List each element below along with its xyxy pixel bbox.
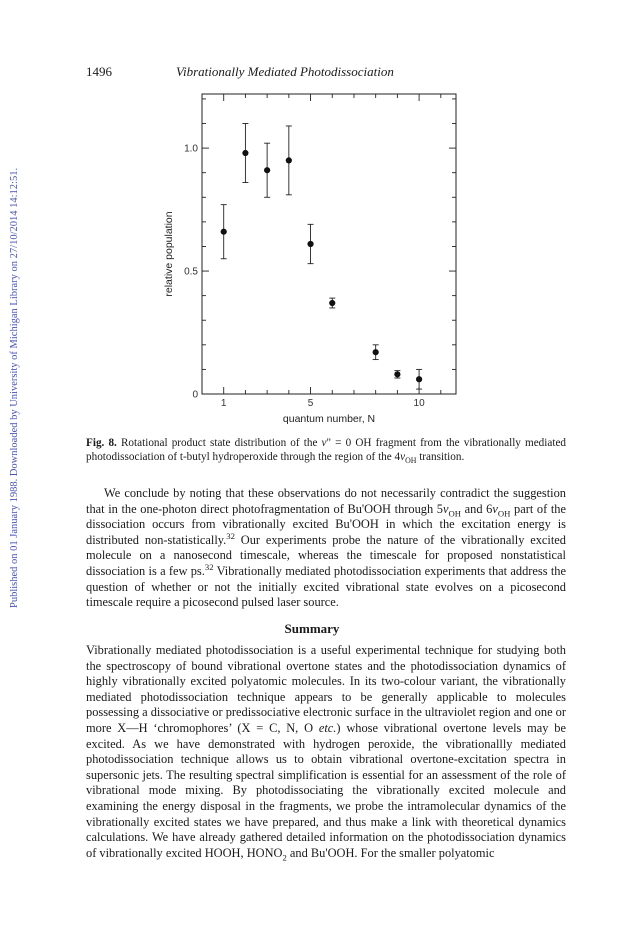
y-tick-label: 0 (192, 389, 198, 401)
page-number: 1496 (86, 64, 112, 79)
data-point (307, 241, 313, 247)
data-point (221, 229, 227, 235)
figure-8-chart (160, 84, 500, 424)
figure-caption (86, 436, 566, 464)
data-point (329, 300, 335, 306)
scatter-plot (160, 84, 500, 424)
data-point (416, 376, 422, 382)
y-axis-label: relative population (163, 211, 175, 297)
data-point (394, 371, 400, 377)
y-tick-label: 0.5 (184, 266, 198, 278)
data-point (264, 167, 270, 173)
publisher-watermark: Published on 01 January 1988. Downloaded by University of Michigan Library on 27/10/2014 14:12:51. (9, 167, 20, 608)
section-heading-summary: Summary (284, 621, 340, 636)
body-paragraph-summary: Vibrationally mediated photodissociation is a useful experimental technique for studying both the spectroscopy of bound vibrational overtone states and the photodissociation dynamics of highly vibrationally excited polyatomic molecules. In its two-colour variant, the vibrationally mediated photodissociation technique appears to be generally applicable to molecules possessing a dissociative or predissociative electronic surface in the ultraviolet region and one or more X—H ‘chromophores’ (X = C, N, O etc.) whose vibrational overtone levels may be excited. As we have demonstrated with hydrogen peroxide, the vibrationallly mediated photodissociation technique allows us to obtain vibrational overtone-excitation spectra in supersonic jets. The resulting spectral simplification is essential for an assessment of the role of vibrational mode mixing. By photodissociating the vibrationally excited molecule and examining the energy disposal in the fragments, we probe the intramolecular dynamics of the vibrationally excited states we have prepared, and thus make a link with theoretical dynamics calculations. We have already gathered detailed information on the photodissociation dynamics of vibrationally excited HOOH, $HONO_2$ and Bu'OOH. For the smaller polyatomic (86, 643, 566, 863)
data-point (286, 157, 292, 163)
page-header (0, 64, 624, 84)
x-tick-label: 5 (307, 398, 314, 409)
data-point (373, 349, 379, 355)
plot-frame (202, 94, 456, 394)
x-axis-label: quantum number, N (282, 413, 376, 425)
body-paragraph-conclusion: We conclude by noting that these observations do not necessarily contradict the suggestion that in the one-photon direct photofragmentation of Bu'OOH through $5\nu_{OH}$ and $6\nu_{OH}$ part of the dissociation occurs from vibrationally excited Bu'OOH in which the excitation energy is distributed non-statistically.$^{32}$ Our experiments probe the nature of the vibrationally excited molecule on a nanosecond timescale, whereas the timescale for proposed nonstatistical dissociation is a few ps.$^{32}$ Vibrationally mediated photodissociation experiments that address the question of whether or not the initially excited vibrational state evolves on a picosecond timescale require a picosecond pulsed laser source. (86, 486, 567, 610)
figure-caption-text: Rotational product state distribution of the v" = 0 OH fragment from the vibrationally mediated photodissociation of t-butyl hydroperoxide through the region of the $4\nu_{OH}$ transition. (86, 437, 567, 466)
x-tick-label: 1 (220, 398, 227, 409)
running-title: Vibrationally Mediated Photodissociation (176, 64, 394, 79)
figure-label: Fig. 8. (86, 437, 117, 449)
y-tick-label: 1.0 (184, 143, 198, 155)
x-tick-label: 10 (413, 398, 425, 409)
data-point (242, 150, 248, 156)
